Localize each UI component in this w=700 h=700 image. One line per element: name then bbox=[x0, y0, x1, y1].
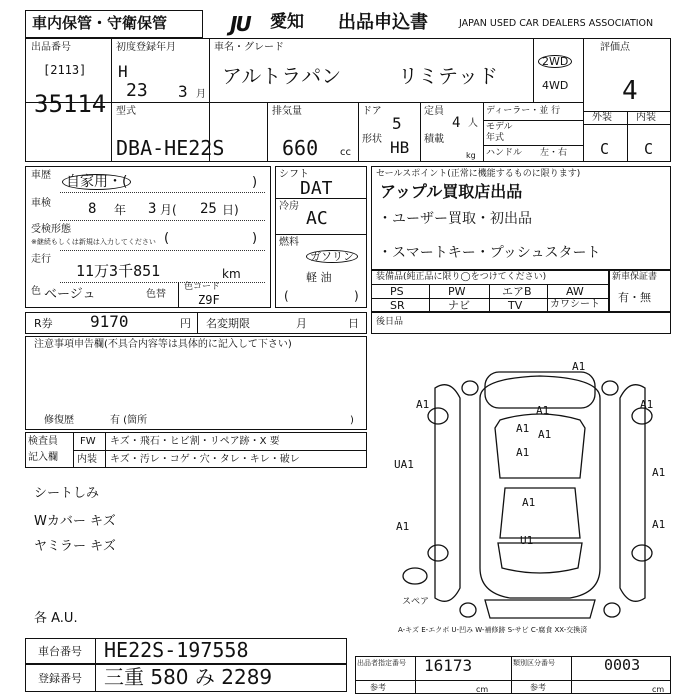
shift-value: DAT bbox=[300, 178, 333, 199]
registration-era: H bbox=[118, 62, 128, 81]
storage-title: 車内保管・守衛保管 bbox=[32, 14, 168, 32]
handnote-1: シートしみ bbox=[34, 486, 100, 501]
equip-navi: ナビ bbox=[448, 299, 470, 312]
mileage-unit: km bbox=[222, 267, 241, 281]
ref-label: 参考 bbox=[370, 683, 386, 692]
inspection-year: 8 bbox=[88, 201, 97, 217]
equip-tv: TV bbox=[508, 299, 523, 312]
mileage-label: 走行 bbox=[31, 254, 51, 265]
damage-mark-9: A1 bbox=[522, 496, 536, 509]
grade-value: 4 bbox=[622, 76, 638, 106]
after-label: 後日品 bbox=[376, 317, 404, 327]
weight-label: 積載 bbox=[424, 134, 444, 145]
recycle-value: 9170 bbox=[90, 312, 129, 331]
damage-mark-2: A1 bbox=[416, 398, 430, 411]
plate-label: 登録番号 bbox=[38, 672, 82, 685]
car-windshield bbox=[495, 414, 585, 478]
drive-4wd: 4WD bbox=[542, 79, 569, 92]
car-damage-diagram bbox=[380, 338, 680, 638]
equip-sr: SR bbox=[390, 299, 405, 312]
drive-2wd: 2WD bbox=[538, 55, 572, 68]
damage-mark-5: A1 bbox=[538, 428, 552, 441]
deadline-month: 月 bbox=[296, 317, 307, 330]
grade-ext-label: 外装 bbox=[592, 112, 612, 123]
inspector-int: 内装 bbox=[77, 454, 97, 465]
ju-logo-text: JU bbox=[230, 12, 250, 36]
deadline-day: 日 bbox=[348, 317, 359, 330]
ref2-label: 参考 bbox=[530, 683, 546, 692]
damage-mark-3: A1 bbox=[640, 398, 654, 411]
door-label: ドア bbox=[362, 106, 382, 117]
weight-unit: kg bbox=[466, 151, 476, 160]
inspector-label-2: 記入欄 bbox=[28, 452, 58, 463]
model-year-label: モデル 年式 bbox=[486, 122, 513, 143]
fuel-other-close: ) bbox=[354, 289, 359, 303]
association-name: JAPAN USED CAR DEALERS ASSOCIATION bbox=[459, 18, 654, 29]
warranty-label: 新車保証書 bbox=[612, 272, 658, 282]
wheel-top-left bbox=[462, 381, 478, 395]
fuel-gas: ガソリン bbox=[306, 250, 358, 263]
inspection-month: 3 bbox=[148, 201, 157, 217]
capacity-unit: 人 bbox=[468, 118, 478, 129]
repair-close: ) bbox=[350, 415, 354, 426]
storage-title-box bbox=[25, 10, 203, 38]
inspector-fw: FW bbox=[80, 436, 96, 447]
fuel-diesel: 軽 油 bbox=[306, 271, 332, 284]
handle-label: ハンドル bbox=[486, 148, 523, 158]
mileage-value: 11万3千851 bbox=[76, 262, 161, 280]
car-grade: リミテッド bbox=[398, 64, 498, 88]
equip-seat: カワシート bbox=[550, 299, 600, 310]
shape-value: HB bbox=[390, 138, 410, 157]
damage-mark-6: A1 bbox=[516, 422, 530, 435]
front-bumper bbox=[485, 600, 595, 618]
capacity-value: 4 bbox=[452, 115, 461, 131]
chassis-value: HE22S-197558 bbox=[104, 638, 249, 662]
fuel-label: 燃料 bbox=[279, 237, 299, 248]
history-value: 自家用・( bbox=[62, 174, 131, 190]
displacement-label: 排気量 bbox=[272, 106, 302, 117]
class-number-value: 0003 bbox=[604, 656, 641, 674]
handnote-2: Wカバー キズ bbox=[34, 514, 116, 529]
damage-mark-7: A1 bbox=[516, 446, 530, 459]
accepted-close: ) bbox=[252, 231, 258, 246]
history-close: ) bbox=[252, 175, 258, 190]
grade-label: 評価点 bbox=[600, 42, 630, 53]
sales-point-headline: アップル買取店出品 bbox=[380, 182, 523, 201]
ref-unit: cm bbox=[476, 685, 489, 694]
equipment-label: 装備品(純正品に限り◯をつけてください) bbox=[376, 272, 547, 282]
wheel-rear-right bbox=[632, 545, 652, 561]
registration-month-unit: 月 bbox=[196, 89, 206, 100]
registration-month: 3 bbox=[178, 82, 188, 101]
inspector-int-items: キズ・汚レ・コゲ・穴・タレ・キレ・破レ bbox=[110, 454, 300, 465]
handle-value: 左・右 bbox=[540, 148, 568, 158]
capacity-label: 定員 bbox=[424, 106, 444, 117]
damage-mark-13: U1 bbox=[520, 534, 534, 547]
wheel-front-left bbox=[428, 408, 448, 424]
inspection-day: 25 bbox=[200, 201, 217, 217]
damage-mark-12: A1 bbox=[652, 518, 666, 531]
dealer-label: ディーラー・並 行 bbox=[486, 106, 561, 116]
accepted-open: ( bbox=[164, 231, 170, 246]
form-title: 出品申込書 bbox=[338, 12, 428, 33]
car-top-outline bbox=[485, 372, 595, 408]
repair-label: 修復歴 bbox=[44, 415, 74, 426]
shift-label: シフト bbox=[279, 169, 309, 180]
recycle-row bbox=[25, 312, 367, 334]
fixed-number-label: 出品者指定番号 bbox=[357, 659, 406, 667]
registration-label: 初度登録年月 bbox=[116, 42, 176, 53]
warranty-value: 有・無 bbox=[618, 291, 651, 304]
handnote-4: 各 A.U. bbox=[34, 611, 78, 626]
sales-point-line2: ・スマートキー・プッシュスタート bbox=[378, 245, 601, 261]
color-change-label: 色替 bbox=[146, 289, 166, 300]
car-rear-window bbox=[498, 543, 582, 573]
sales-point-label: セールスポイント(正常に機能するものに限ります) bbox=[376, 169, 581, 179]
org-name: 愛知 bbox=[270, 12, 304, 32]
displacement-unit: cc bbox=[340, 147, 351, 158]
ac-label: 冷房 bbox=[279, 201, 299, 212]
accepted-label: 受検形態 bbox=[31, 224, 71, 235]
damage-legend: A-キズ E-エクボ U-凹み W-補修跡 S-サビ C-腐食 XX-交換済 bbox=[398, 626, 588, 634]
color-label: 色 bbox=[31, 286, 41, 297]
wheel-bottom-right bbox=[604, 603, 620, 617]
ac-value: AC bbox=[306, 208, 328, 229]
inspection-month-unit: 月( bbox=[160, 203, 177, 217]
inspection-day-unit: 日) bbox=[222, 203, 239, 217]
grade-ext-value: C bbox=[600, 140, 610, 158]
car-name-label: 車名・グレード bbox=[214, 42, 284, 53]
repair-value: 有 (箇所 bbox=[110, 415, 148, 426]
equip-ps: PS bbox=[390, 285, 404, 298]
equip-pw: PW bbox=[448, 285, 466, 298]
displacement-value: 660 bbox=[282, 136, 319, 160]
ju-logo bbox=[230, 12, 266, 36]
damage-mark-1: A1 bbox=[572, 360, 586, 373]
damage-mark-11: A1 bbox=[396, 520, 410, 533]
spare-tire bbox=[403, 568, 427, 584]
fuel-other-open: ( bbox=[284, 289, 289, 303]
damage-mark-10: UA1 bbox=[394, 458, 414, 471]
accepted-note: ※継続もしくは新規は入力してください bbox=[31, 238, 156, 246]
color-code: Z9F bbox=[198, 293, 220, 307]
chassis-label: 車台番号 bbox=[38, 645, 82, 658]
color-value: ベージュ bbox=[44, 287, 96, 302]
car-name: アルトラパン bbox=[222, 64, 342, 88]
wheel-top-right bbox=[602, 381, 618, 395]
lot-sub-number: [2113] bbox=[43, 63, 87, 77]
recycle-label: R券 bbox=[34, 317, 53, 330]
plate-value: 三重 580 み 2289 bbox=[104, 665, 273, 689]
notes-block bbox=[25, 336, 367, 430]
car-roof bbox=[500, 488, 580, 538]
color-code-label: 色コード bbox=[184, 282, 221, 292]
history-label: 車歴 bbox=[31, 170, 51, 181]
handnote-3: ヤミラー キズ bbox=[34, 539, 116, 554]
model-label: 型式 bbox=[116, 106, 136, 117]
deadline-label: 名変期限 bbox=[206, 317, 250, 330]
inspector-label-1: 検査員 bbox=[28, 436, 58, 447]
wheel-rear-left bbox=[428, 545, 448, 561]
door-value: 5 bbox=[392, 114, 402, 133]
damage-mark-8: A1 bbox=[652, 466, 666, 479]
sales-point-line1: ・ユーザー買取・初出品 bbox=[378, 211, 532, 227]
equip-airbag: エアB bbox=[502, 285, 532, 298]
shape-label: 形状 bbox=[362, 134, 382, 145]
registration-year: 23 bbox=[126, 80, 148, 101]
lot-number: 35114 bbox=[34, 90, 107, 118]
equip-aw: AW bbox=[566, 285, 584, 298]
inspection-year-unit: 年 bbox=[114, 203, 127, 217]
inspection-label: 車検 bbox=[31, 198, 51, 209]
damage-mark-4: A1 bbox=[536, 404, 550, 417]
inspector-fw-items: キズ・飛石・ヒビ割・リペア跡・X 要 bbox=[110, 436, 280, 447]
grade-int-label: 内装 bbox=[636, 112, 656, 123]
ref2-unit: cm bbox=[652, 685, 665, 694]
class-number-label: 類別区分番号 bbox=[513, 659, 555, 667]
lot-label: 出品番号 bbox=[31, 42, 71, 53]
grade-int-value: C bbox=[644, 140, 654, 158]
notes-label: 注意事項申告欄(不具合内容等は具体的に記入して下さい) bbox=[34, 339, 292, 350]
spare-label: スペア bbox=[402, 597, 430, 607]
recycle-unit: 円 bbox=[180, 317, 191, 330]
fixed-number-value: 16173 bbox=[424, 656, 473, 675]
model-value: DBA-HE22S bbox=[116, 136, 225, 160]
after-block bbox=[371, 312, 671, 334]
wheel-bottom-left bbox=[460, 603, 476, 617]
